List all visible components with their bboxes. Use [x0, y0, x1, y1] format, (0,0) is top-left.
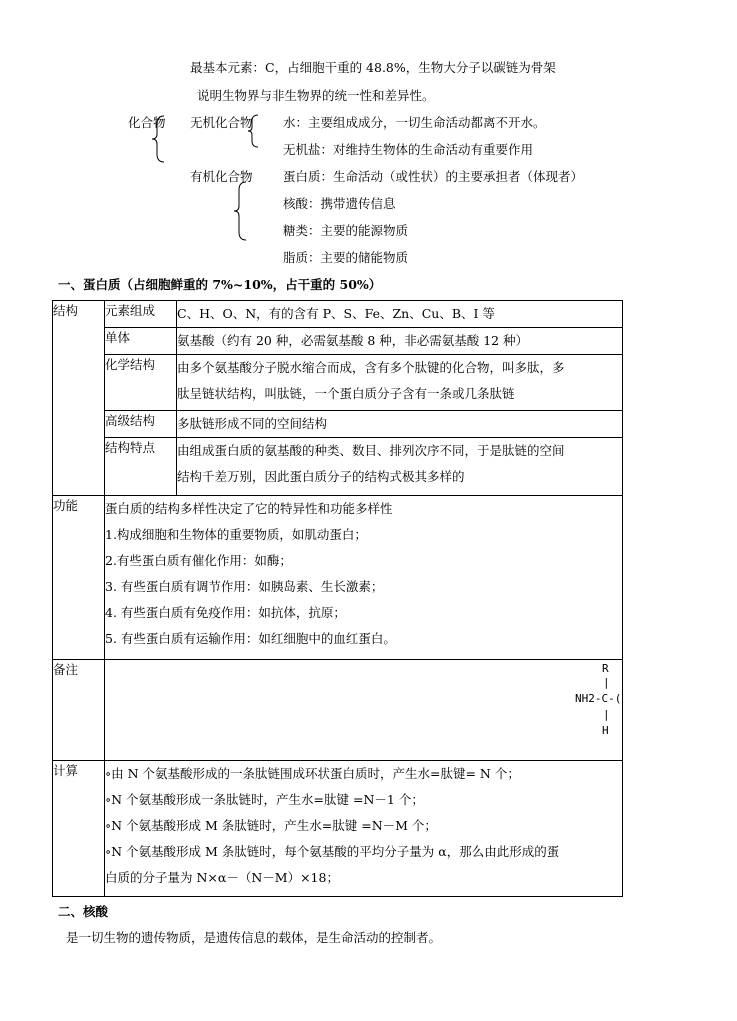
intro-line-2: 说明生物界与非生物界的统一性和差异性。	[197, 88, 435, 103]
section-1-title: 一、蛋白质（占细胞鲜重的 7%~10%，占干重的 50%）	[58, 277, 382, 292]
row-content: C、H、O、N，有的含有 P、S、Fe、Zn、Cu、B、I 等	[177, 301, 623, 328]
section-2-text: 是一切生物的遗传物质，是遗传信息的载体，是生命活动的控制者。	[66, 930, 442, 945]
organic-item-sugar: 糖类：主要的能源物质	[283, 223, 409, 238]
structure-label: 结构	[53, 301, 105, 496]
amino-acid-formula: R | NH2-C-( | H	[575, 662, 622, 737]
row-label: 化学结构	[105, 355, 177, 411]
inorganic-item-water: 水：主要组成成分，一切生命活动都离不开水。	[283, 115, 546, 130]
table-row	[53, 761, 623, 897]
organic-item-protein: 蛋白质：生命活动（或性状）的主要承担者（体现者）	[283, 169, 584, 184]
function-content: 蛋白质的结构多样性决定了它的特异性和功能多样性 1.构成细胞和生物体的重要物质，如肌动蛋白； 2.有些蛋白质有催化作用：如酶； 3. 有些蛋白质有调节作用：如胰岛素、生长激素； 4. 有些蛋白质有免疫作用：如抗体，抗原； 5. 有些蛋白质有运输作用：如红细胞中的血红蛋白。	[105, 496, 623, 660]
organic-item-nucleic: 核酸：携带遗传信息	[283, 196, 396, 211]
inorganic-brace	[246, 113, 264, 149]
row-content: 由多个氨基酸分子脱水缩合而成，含有多个肽键的化合物，叫多肽，多 肽呈链状结构，叫肽链，一个蛋白质分子含有一条或几条肽链	[177, 355, 623, 411]
protein-table	[52, 300, 623, 897]
compound-label: 化合物	[128, 115, 166, 130]
organic-item-lipid: 脂质：主要的储能物质	[283, 250, 409, 265]
calc-label: 计算	[53, 761, 105, 897]
table-row	[53, 355, 623, 411]
section-2-title: 二、核酸	[58, 904, 109, 919]
note-label: 备注	[53, 660, 105, 761]
table-row	[53, 660, 623, 761]
table-row	[53, 411, 623, 438]
note-content	[105, 660, 623, 761]
inorganic-label: 无机化合物	[190, 115, 253, 130]
organic-brace	[232, 180, 252, 242]
row-label: 高级结构	[105, 411, 177, 438]
table-row	[53, 301, 623, 328]
function-label: 功能	[53, 496, 105, 660]
table-row	[53, 496, 623, 660]
row-content: 由组成蛋白质的氨基酸的种类、数目、排列次序不同，于是肽链的空间 结构千差万别，因此蛋白质分子的结构式极其多样的	[177, 438, 623, 496]
row-content: 多肽链形成不同的空间结构	[177, 411, 623, 438]
row-label: 单体	[105, 328, 177, 355]
row-content: 氨基酸（约有 20 种，必需氨基酸 8 种，非必需氨基酸 12 种）	[177, 328, 623, 355]
inorganic-item-salt: 无机盐：对维持生物体的生命活动有重要作用	[283, 142, 534, 157]
compound-brace	[150, 114, 170, 164]
table-row	[53, 438, 623, 496]
calc-content: ∘由 N 个氨基酸形成的一条肽链围成环状蛋白质时，产生水=肽键= N 个； ∘N 个氨基酸形成一条肽链时，产生水=肽键 =N－1 个； ∘N 个氨基酸形成 M 条肽链时，产生水=肽键 =N－M 个； ∘N 个氨基酸形成 M 条肽链时，每个氨基酸的平均分子量为 α，那么由此形成的蛋 白质的分子量为 N×α－（N－M）×18；	[105, 761, 623, 897]
row-label: 结构特点	[105, 438, 177, 496]
row-label: 元素组成	[105, 301, 177, 328]
intro-line-1: 最基本元素：C，占细胞干重的 48.8%，生物大分子以碳链为骨架	[190, 60, 556, 75]
organic-label: 有机化合物	[190, 169, 253, 184]
table-row	[53, 328, 623, 355]
